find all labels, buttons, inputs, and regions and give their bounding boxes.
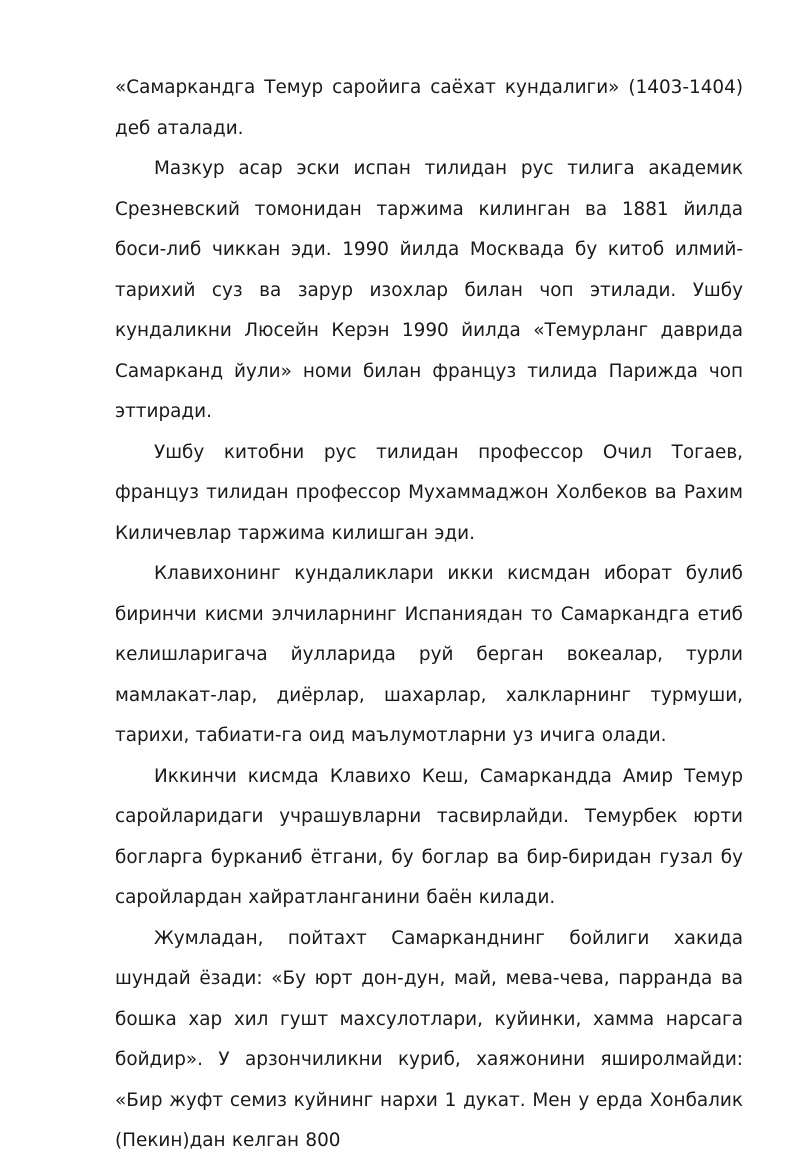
paragraph-3: Ушбу китобни рус тилидан профессор Очил Тогаев, француз тилидан профессор Мухаммаджон Холбеков ва Рахим Киличевлар таржима килишган эди. <box>115 441 743 544</box>
document-body <box>115 68 743 1162</box>
paragraph-5: Иккинчи кисмда Клавихо Кеш, Самаркандда Амир Темур саройларидаги учрашувларни тасвирлайди. Темурбек юрти богларга бурканиб ётгани, бу боглар ва бир-биридан гузал бу саройлардан хайратланганини баён килади. <box>115 765 743 908</box>
paragraph-4: Клавихонинг кундаликлари икки кисмдан иборат булиб биринчи кисми элчиларнинг Испаниядан то Самаркандга етиб келишларигача йулларида руй берган вокеалар, турли мамлакат-лар, диёрлар, шахарлар, халкларнинг турмуши, тарихи, табиати-га оид маълумотларни уз ичига олади. <box>115 563 743 746</box>
paragraph-1: «Самаркандга Темур саройига саёхат кундалиги» (1403-1404) деб аталади. <box>115 77 743 139</box>
paragraph-6: Жумладан, пойтахт Самарканднинг бойлиги хакида шундай ёзади: «Бу юрт дон-дун, май, мева-чева, парранда ва бошка хар хил гушт махсулотлари, куйинки, хамма нарсага бойдир». У арзончиликни куриб, хаяжонини яширолмайди: «Бир жуфт семиз куйнинг нархи 1 дукат. Мен у ерда Хонбалик (Пекин)дан келган 800 <box>115 927 743 1151</box>
paragraph-2: Мазкур асар эски испан тилидан рус тилига академик Срезневский томонидан таржима килинган ва 1881 йилда боси-либ чиккан эди. 1990 йилда Москвада бу китоб илмий-тарихий суз ва зарур изохлар билан чоп этилади. Ушбу кундаликни Люсейн Керэн 1990 йилда «Темурланг даврида Самарканд йули» номи билан француз тилида Парижда чоп эттиради. <box>115 158 743 422</box>
